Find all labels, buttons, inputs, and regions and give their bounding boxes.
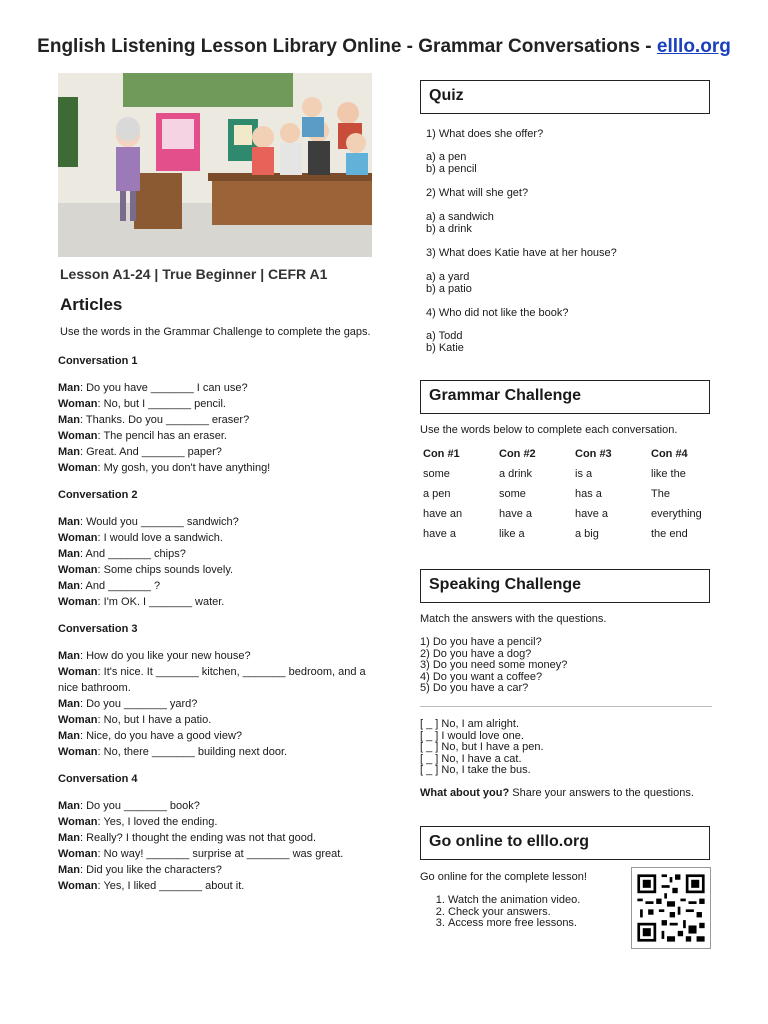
dialogue-line: Man: Did you like the characters? xyxy=(58,864,222,876)
speaking-challenge-instruction: Match the answers with the questions. xyxy=(420,613,607,625)
grammar-challenge-heading: Grammar Challenge xyxy=(420,380,710,414)
list-item: 1. Watch the animation video. xyxy=(448,895,580,907)
table-cell: like the xyxy=(651,468,686,480)
dialogue-line: Woman: I'm OK. I _______ water. xyxy=(58,596,225,608)
quiz-option: a) a sandwich xyxy=(426,211,494,223)
dialogue-line: Woman: My gosh, you don't have anything! xyxy=(58,462,271,474)
table-cell: have a xyxy=(575,508,609,520)
table-cell: some xyxy=(423,468,450,480)
table-row xyxy=(420,488,724,508)
table-cell: have a xyxy=(423,528,457,540)
dialogue-line: Man: How do you like your new house? xyxy=(58,650,251,662)
dialogue-line: Woman: No, but I have a patio. xyxy=(58,714,212,726)
go-online-intro: Go online for the complete lesson! xyxy=(420,871,587,883)
what-about-you: What about you? Share your answers to the questions. xyxy=(420,787,694,799)
table-row xyxy=(420,468,724,488)
quiz-question: 4) Who did not like the book? xyxy=(426,307,569,319)
table-cell: has a xyxy=(575,488,602,500)
dialogue-line: Man: Do you _______ book? xyxy=(58,800,200,812)
dialogue-line: Woman: No, there _______ building next door. xyxy=(58,746,288,758)
speaking-question: 4) Do you want a coffee? xyxy=(420,670,543,683)
speaking-challenge-heading: Speaking Challenge xyxy=(420,569,710,603)
dialogue-line: Man: Do you have _______ I can use? xyxy=(58,382,248,394)
speaking-answer: [ _ ] I would love one. xyxy=(420,729,524,742)
lesson-instruction: Use the words in the Grammar Challenge to complete the gaps. xyxy=(60,326,371,338)
qr-code[interactable] xyxy=(631,867,711,949)
conversation-title: Conversation 4 xyxy=(58,773,138,785)
speaking-answer: [ _ ] No, I am alright. xyxy=(420,718,520,730)
lesson-meta: Lesson A1-24 | True Beginner | CEFR A1 xyxy=(60,266,328,282)
conversation-title: Conversation 3 xyxy=(58,623,138,635)
go-online-steps xyxy=(420,895,580,930)
quiz-question: 3) What does Katie have at her house? xyxy=(426,247,617,259)
dialogue-line: Woman: It's nice. It _______ kitchen, _______ bedroom, and a nice bathroom. xyxy=(58,666,366,694)
quiz-option: a) a yard xyxy=(426,271,470,283)
quiz-question: 1) What does she offer? xyxy=(426,128,544,140)
quiz-option: b) a drink xyxy=(426,223,472,235)
table-cell: like a xyxy=(499,528,525,540)
quiz-option: b) a patio xyxy=(426,283,472,295)
speaking-question: 1) Do you have a pencil? xyxy=(420,636,542,648)
speaking-answer: [ _ ] No, I take the bus. xyxy=(420,764,531,776)
quiz-option: b) a pencil xyxy=(426,163,477,175)
table-cell: a drink xyxy=(499,468,533,480)
column-header: Con #4 xyxy=(651,448,688,460)
grammar-challenge-instruction: Use the words below to complete each conversation. xyxy=(420,424,678,436)
dialogue-line: Man: Nice, do you have a good view? xyxy=(58,730,243,742)
table-cell: the end xyxy=(651,528,688,540)
dialogue-line: Man: Great. And _______ paper? xyxy=(58,446,222,458)
table-row xyxy=(420,508,724,528)
table-header-row xyxy=(420,448,724,468)
list-item: 2. Check your answers. xyxy=(448,907,580,919)
table-row xyxy=(420,528,724,548)
dialogue-line: Woman: No way! _______ surprise at _______ was great. xyxy=(58,848,344,860)
dialogue-line: Man: And _______ chips? xyxy=(58,548,186,560)
speaking-question: 5) Do you have a car? xyxy=(420,682,529,694)
list-item: 3. Access more free lessons. xyxy=(448,918,580,930)
dialogue-line: Woman: No, but I _______ pencil. xyxy=(58,398,226,410)
speaking-answer: [ _ ] No, but I have a pen. xyxy=(420,741,544,753)
table-cell: a pen xyxy=(423,488,451,500)
table-cell: have an xyxy=(423,508,463,520)
quiz-option: a) Todd xyxy=(426,330,463,342)
quiz-question: 2) What will she get? xyxy=(426,187,529,199)
speaking-question: 2) Do you have a dog? xyxy=(420,647,532,660)
go-online-heading: Go online to elllo.org xyxy=(420,826,710,860)
column-header: Con #1 xyxy=(423,448,460,460)
header-title: English Listening Lesson Library Online - Grammar Conversations - xyxy=(37,36,657,57)
grammar-challenge-table xyxy=(420,448,724,548)
quiz-option: a) a pen xyxy=(426,151,467,163)
classroom-illustration xyxy=(58,73,372,257)
dialogue-line: Man: And _______ ? xyxy=(58,580,161,592)
dialogue-line: Woman: I would love a sandwich. xyxy=(58,532,223,544)
divider xyxy=(420,706,712,707)
conversation-title: Conversation 2 xyxy=(58,489,138,501)
table-cell: have a xyxy=(499,508,533,520)
table-cell: a big xyxy=(575,528,599,540)
dialogue-line: Man: Thanks. Do you _______ eraser? xyxy=(58,414,250,426)
dialogue-line: Man: Would you _______ sandwich? xyxy=(58,516,239,528)
quiz-option: b) Katie xyxy=(426,342,464,354)
conversation-title: Conversation 1 xyxy=(58,355,138,367)
speaking-answer: [ _ ] No, I have a cat. xyxy=(420,752,522,765)
dialogue-line: Woman: Yes, I liked _______ about it. xyxy=(58,880,245,892)
speaking-question: 3) Do you need some money? xyxy=(420,659,568,671)
quiz-heading: Quiz xyxy=(420,80,710,114)
dialogue-line: Woman: Yes, I loved the ending. xyxy=(58,816,218,828)
dialogue-line: Man: Really? I thought the ending was not that good. xyxy=(58,832,317,844)
dialogue-line: Man: Do you _______ yard? xyxy=(58,698,198,710)
dialogue-line: Woman: Some chips sounds lovely. xyxy=(58,564,234,576)
table-cell: is a xyxy=(575,468,593,480)
lesson-topic: Articles xyxy=(60,295,123,314)
column-header: Con #3 xyxy=(575,448,612,460)
dialogue-line: Woman: The pencil has an eraser. xyxy=(58,430,227,442)
elllo-link[interactable]: elllo.org xyxy=(656,36,731,57)
column-header: Con #2 xyxy=(499,448,536,460)
table-cell: everything xyxy=(651,508,702,520)
table-cell: some xyxy=(499,488,526,500)
table-cell: The xyxy=(651,488,670,500)
page-header xyxy=(0,36,768,58)
